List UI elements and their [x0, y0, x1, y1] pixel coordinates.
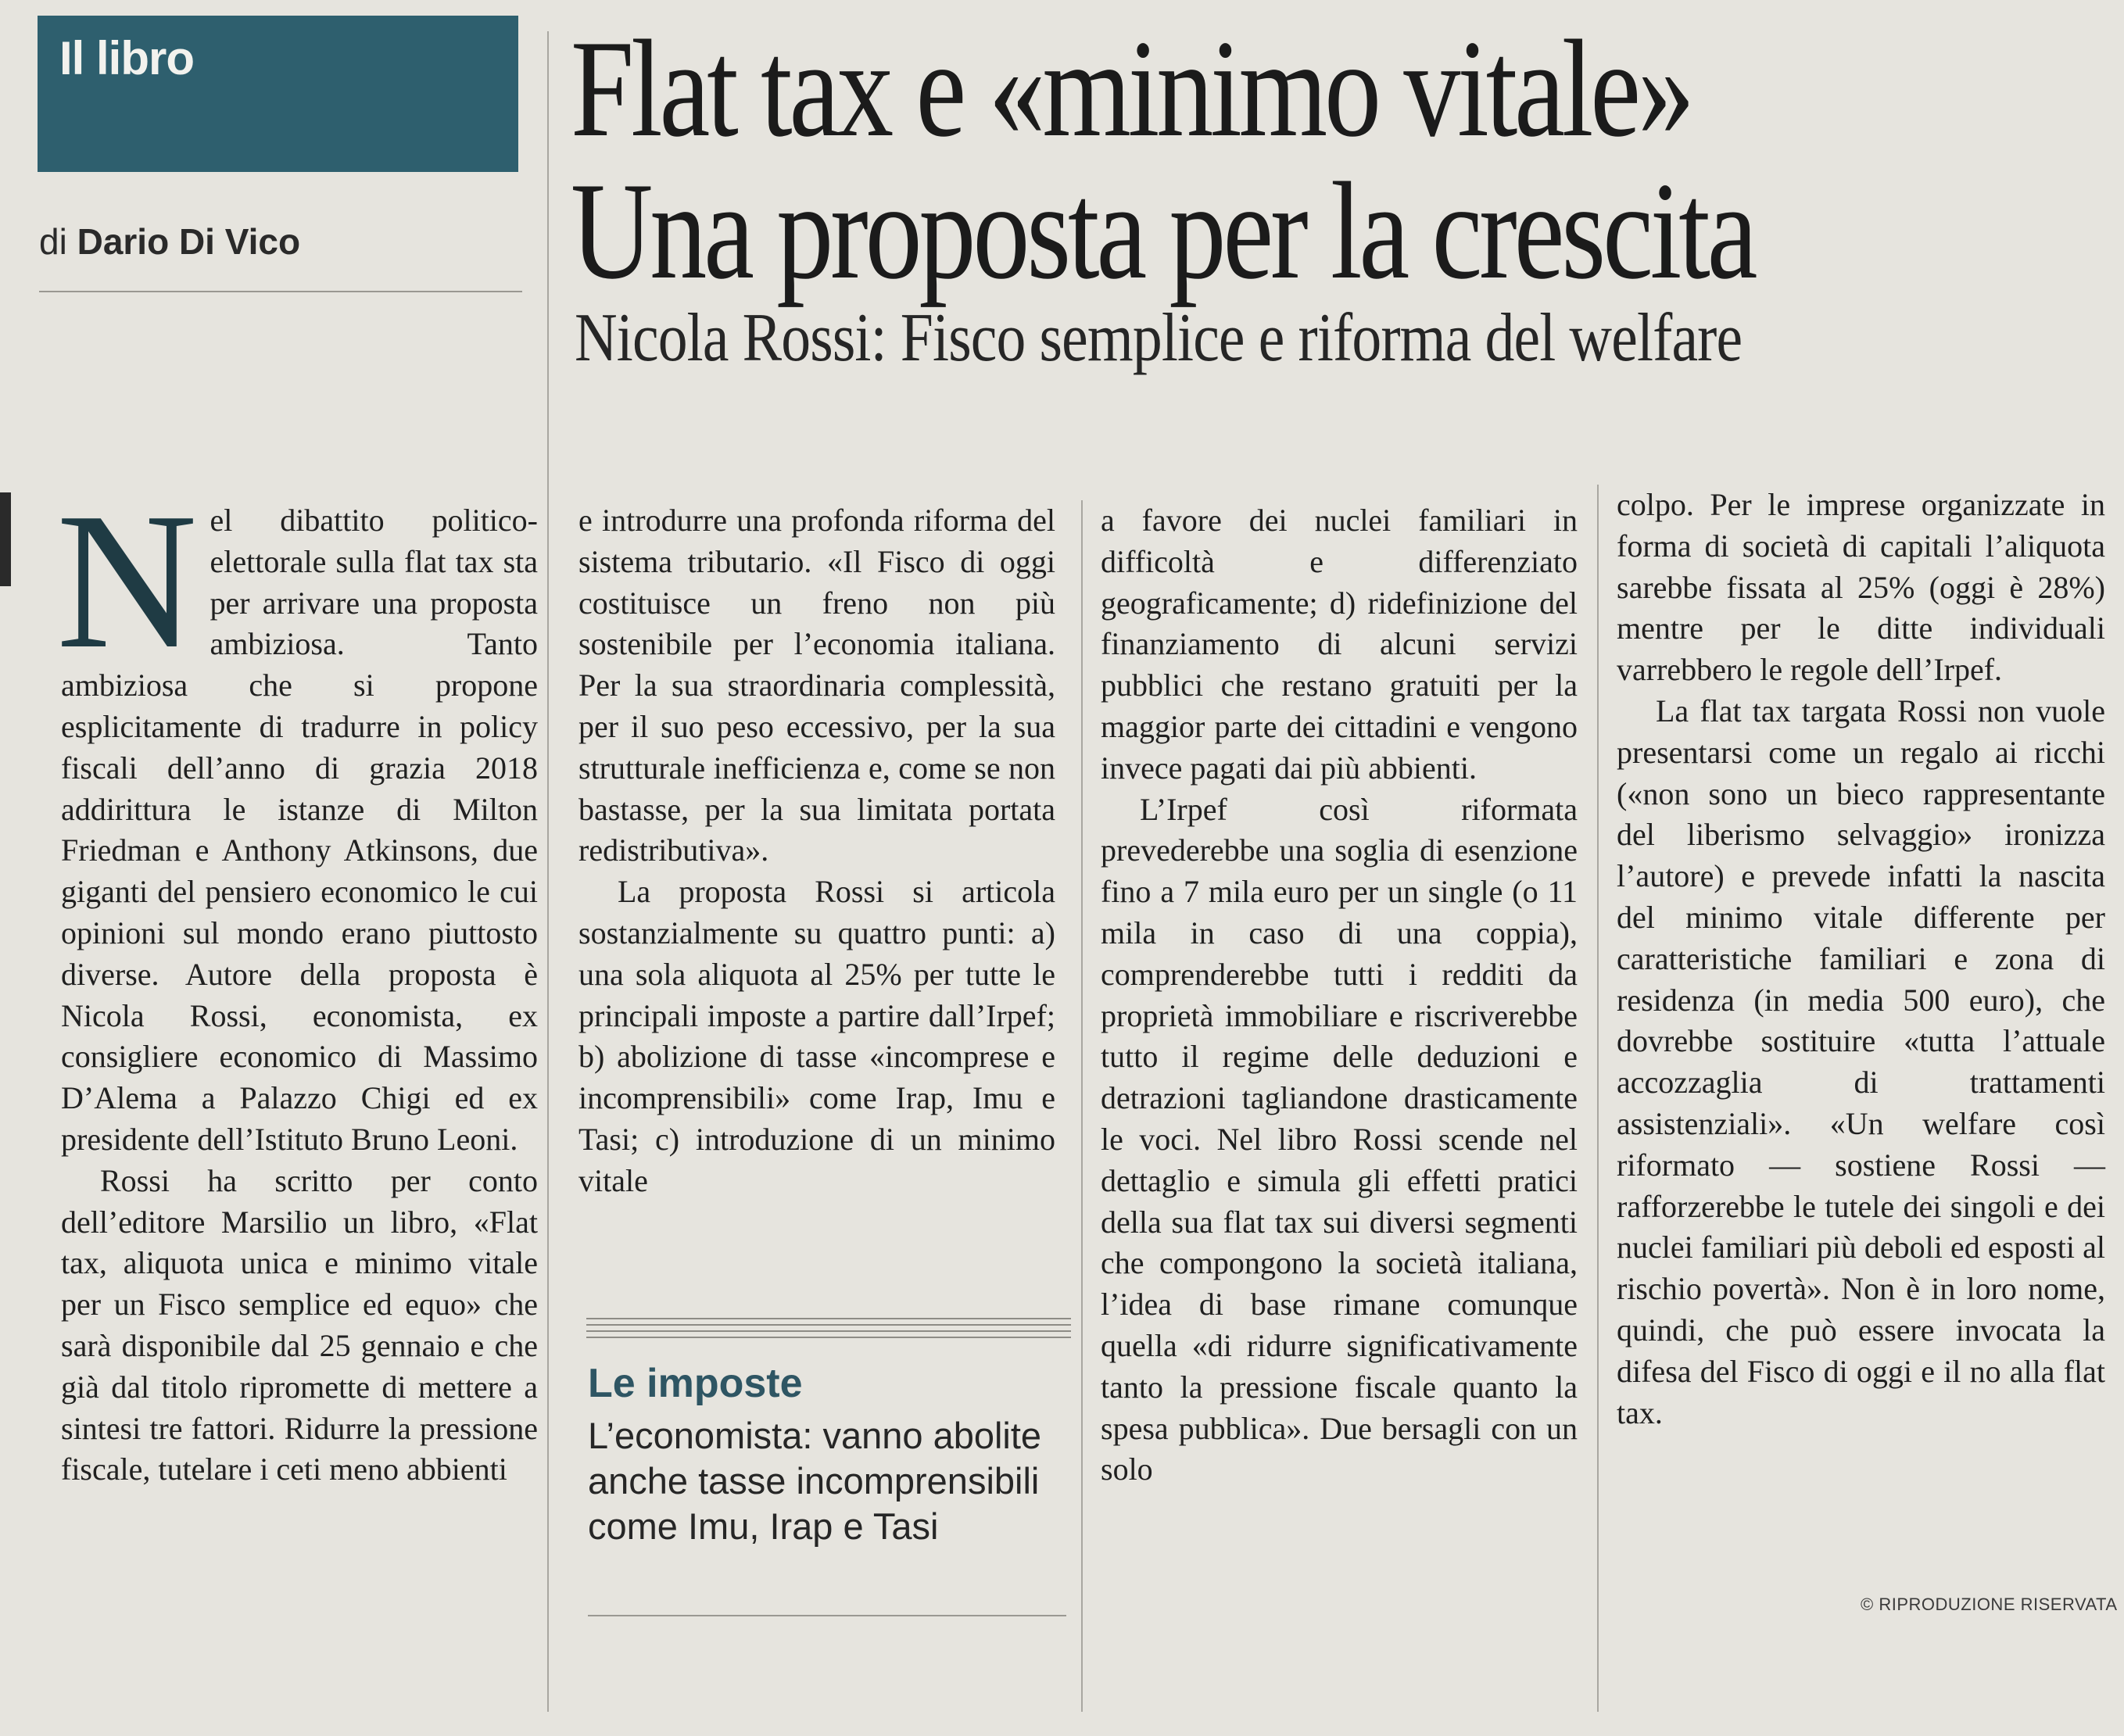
article-text: el dibattito politico-elettorale sulla flat tax sta per arrivare una proposta ambiziosa. Tanto ambiziosa che si propone esplicitamente di tradurre in policy fiscali dell’anno di grazia 2018 addirittura le istanze di Milton Friedman e Anthony Atkinsons, due giganti del pensiero economico le cui opinioni sul mondo erano piuttosto diverse. Autore della proposta è Nicola Rossi, economista, ex consigliere economico di Massimo D’Alema a Palazzo Chigi ed ex presidente dell’Istituto Bruno Leoni. [61, 503, 538, 1157]
article-paragraph: L’Irpef così riformata prevederebbe una soglia di esenzione fino a 7 mila euro per un single (o 11 mila in caso di una coppia), comprenderebbe tutti i redditi da proprietà immobiliare e riscriverebbe tutto il regime delle deduzioni e detrazioni tagliandone drasticamente le voci. Nel libro Rossi scende nel dettaglio e simula gli effetti pratici della sua flat tax sui diversi segmenti che compongono la società italiana, l’idea di base rimane comunque quella «di ridurre significativamente tanto la pressione fiscale quanto la spesa pubblica». Due bersagli con un solo [1101, 791, 1578, 1487]
article-column-2 [578, 500, 1055, 1202]
sidebox-title: Le imposte [588, 1361, 803, 1406]
sidebox-text: L’economista: vanno abolite anche tasse incomprensibili come Imu, Irap e Tasi [588, 1415, 1042, 1547]
page-edge-mark [0, 492, 11, 586]
article-column-4 [1617, 485, 2105, 1434]
headline-line-2: Una proposta per la crescita [571, 153, 1755, 308]
subheadline: Nicola Rossi: Fisco semplice e riforma del welfare [575, 300, 1743, 376]
column-divider [547, 31, 549, 1712]
section-kicker-box [38, 16, 518, 172]
headline-line-1: Flat tax e «minimo vitale» [571, 11, 1692, 166]
section-label: Il libro [59, 32, 194, 84]
article-paragraph: Rossi ha scritto per conto dell’editore Marsilio un libro, «Flat tax, aliquota unica e minimo vitale per un Fisco semplice ed equo» che sarà disponibile dal 25 gennaio e che già dal titolo ripromette di mettere a sintesi tre fattori. Ridurre la pressione fiscale, tutelare i ceti meno abbienti [61, 1162, 538, 1487]
byline-prefix: di [39, 221, 67, 262]
sidebox-top-rules [586, 1318, 1071, 1343]
copyright-notice: © RIPRODUZIONE RISERVATA [1861, 1595, 2118, 1614]
article-paragraph: a favore dei nuclei familiari in difficoltà e differenziato geograficamente; d) ridefinizione del finanziamento di alcuni servizi pubblici che restano gratuiti per la maggior parte dei cittadini e vengono invece pagati dai più abbienti. [1101, 503, 1578, 786]
byline [39, 220, 300, 263]
byline-author: Dario Di Vico [77, 221, 301, 262]
article-paragraph: La flat tax targata Rossi non vuole presentarsi come un regalo ai ricchi («non sono un bieco rappresentante del liberismo selvaggio» ironizza l’autore) e prevede infatti la nascita del minimo vitale differente per caratteristiche familiari e zona di residenza (in media 500 euro), che dovrebbe sostituire «tutta l’attuale accozzaglia di trattamenti assistenziali». «Un welfare così riformato — sostiene Rossi — rafforzerebbe le tutele dei singoli e dei nuclei familiari più deboli ed esposti al rischio povertà». Non è in loro nome, quindi, che può essere invocata la difesa del Fisco di oggi e il no alla flat tax. [1617, 693, 2105, 1430]
article-column-1 [56, 473, 538, 1491]
article-paragraph [56, 473, 538, 1161]
article-paragraph: colpo. Per le imprese organizzate in forma di società di capitali l’aliquota sarebbe fissata al 25% (oggi è 28%) mentre per le ditte individuali varrebbero le regole dell’Irpef. [1617, 487, 2105, 688]
byline-rule [39, 291, 522, 292]
article-paragraph: e introdurre una profonda riforma del sistema tributario. «Il Fisco di oggi costituisce un freno non più sostenibile per l’economia italiana. Per la sua straordinaria complessità, per il suo peso eccessivo, per la sua strutturale inefficienza e, come se non bastasse, per la sua limitata portata redistributiva». [578, 503, 1055, 868]
article-paragraph: La proposta Rossi si articola sostanzialmente su quattro punti: a) una sola aliquota al 25% per tutte le principali imposte a partire dall’Irpef; b) abolizione di tasse «incomprese e incomprensibili» come Irap, Imu e Tasi; c) introduzione di un minimo vitale [578, 874, 1055, 1198]
article-column-3 [1101, 500, 1578, 1491]
headline [571, 11, 1827, 308]
column-divider [1597, 485, 1599, 1712]
sidebox-bottom-rule [588, 1615, 1066, 1616]
dropcap: N [56, 473, 198, 689]
